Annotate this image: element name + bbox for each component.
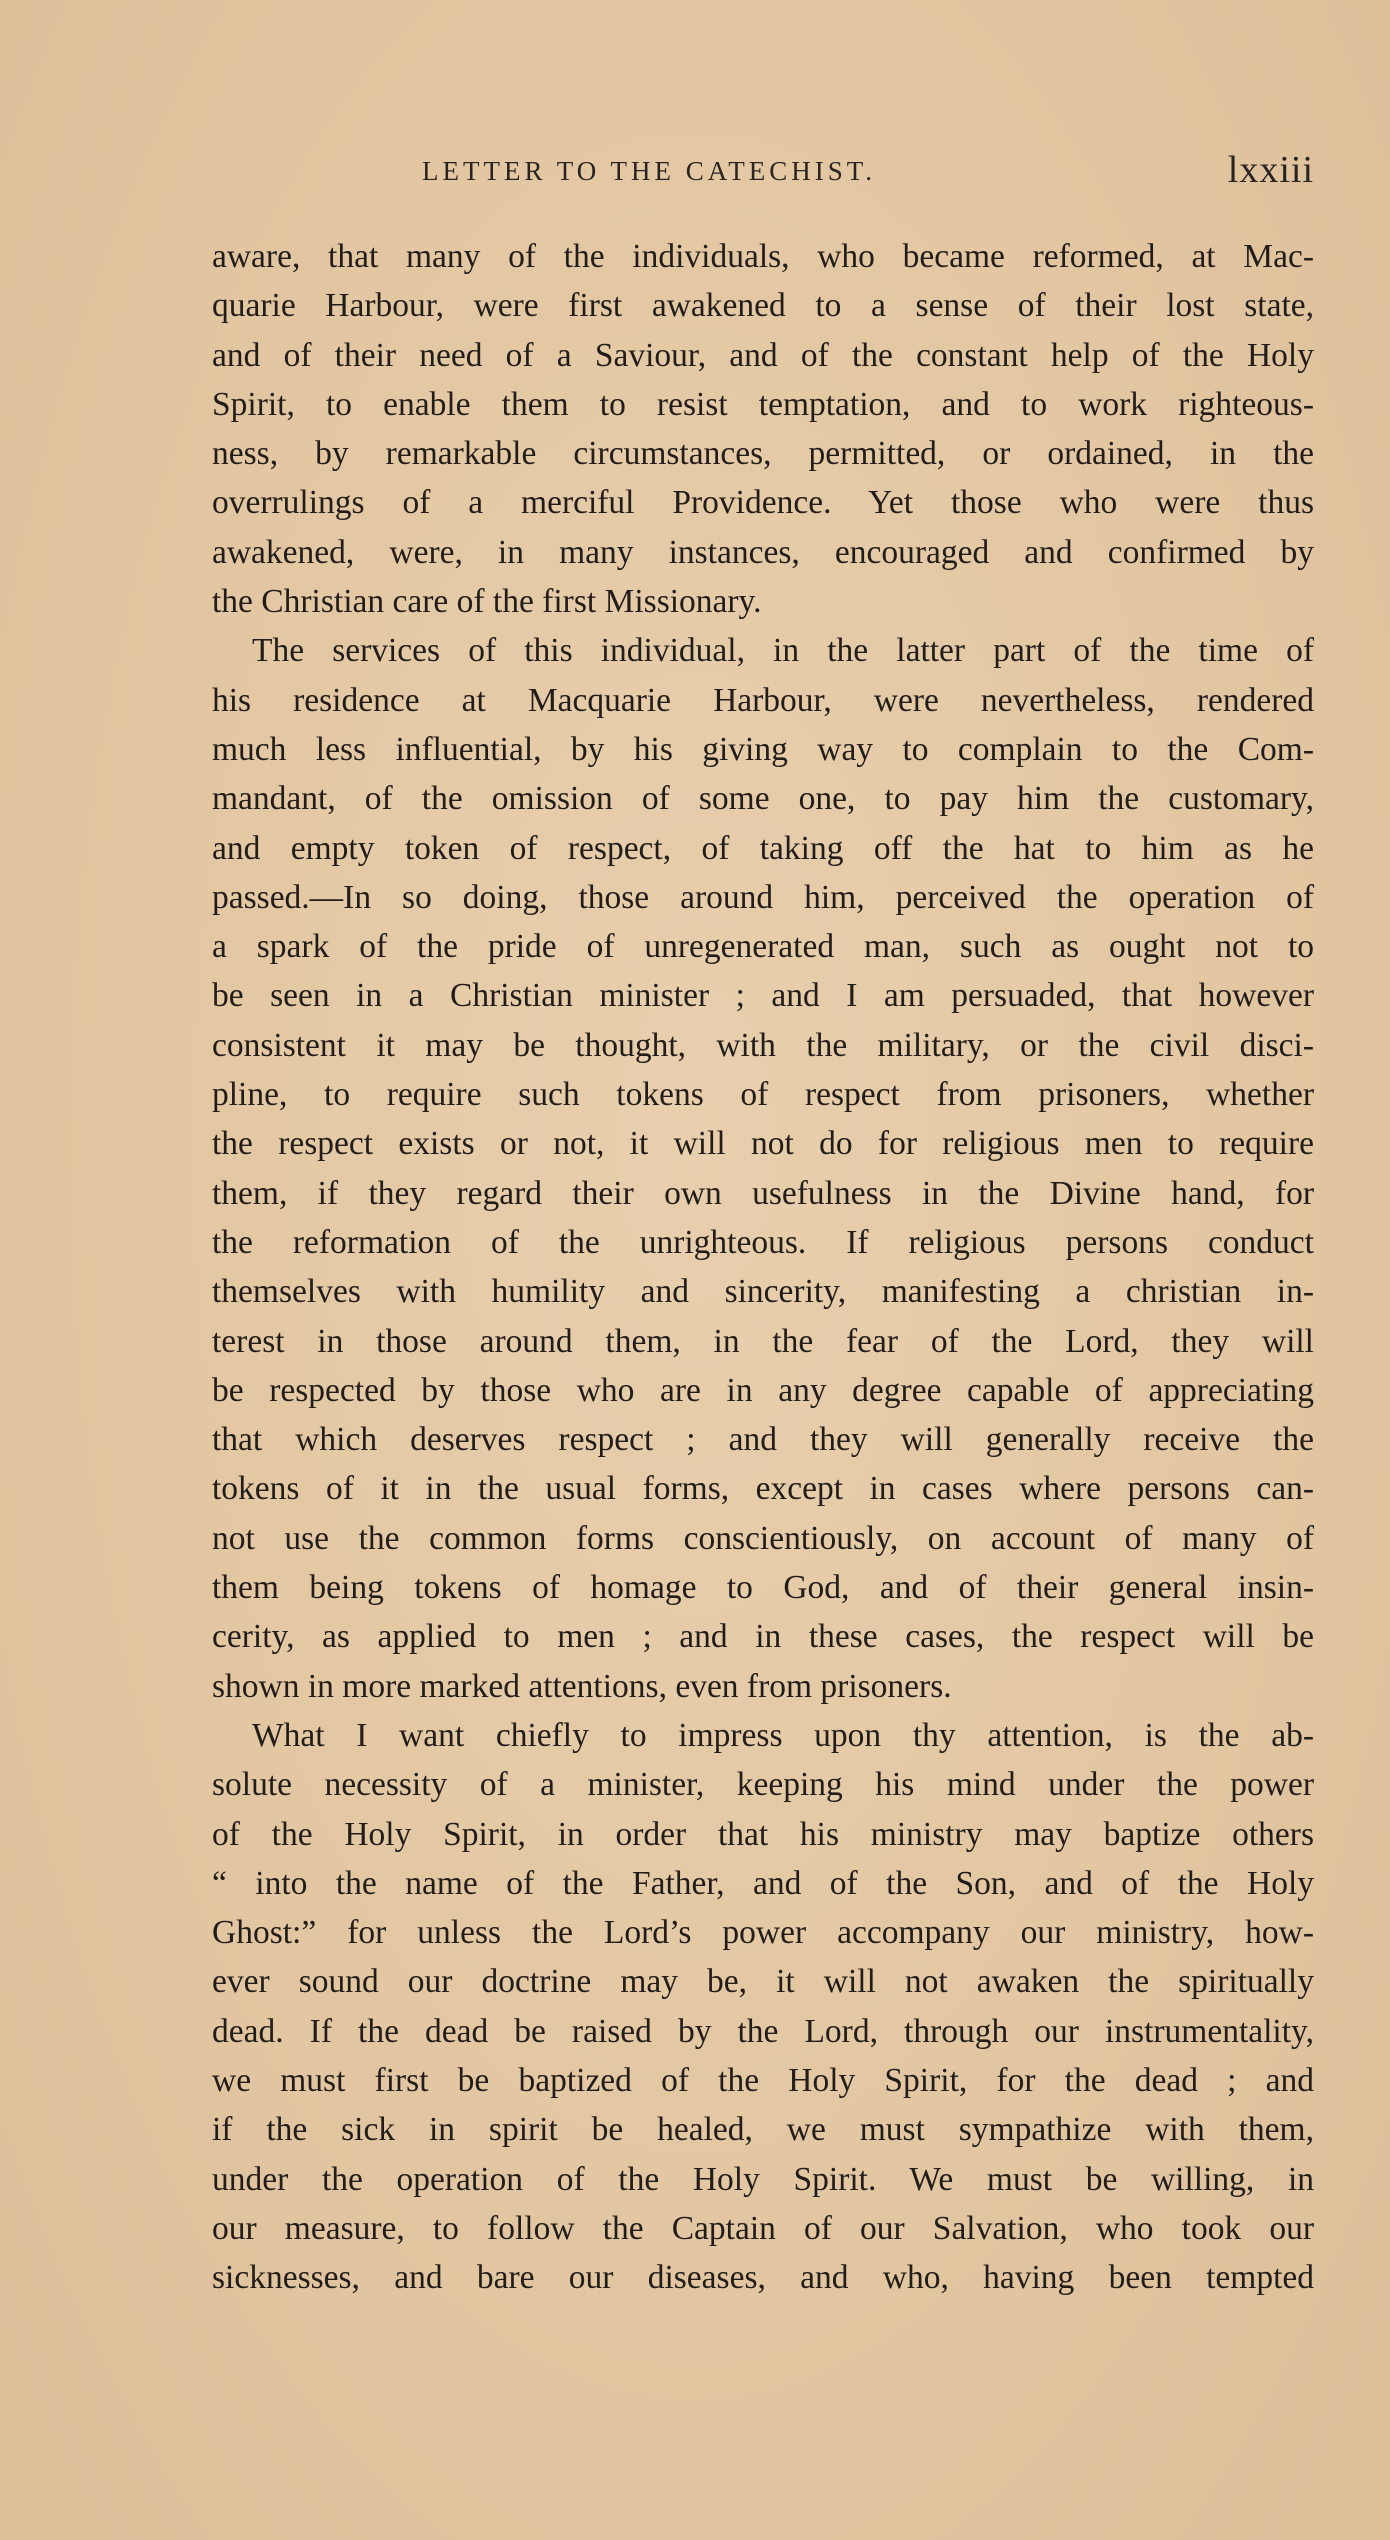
text-line: a spark of the pride of unregenerated man, such as ought not to [212,928,1314,966]
text-line: the reformation of the unrighteous. If religious persons conduct [212,1223,1314,1261]
text-line: and empty token of respect, of taking off the hat to him as he [212,829,1314,867]
text-line: Spirit, to enable them to resist temptation, and to work righteous- [212,385,1314,423]
text-line: dead. If the dead be raised by the Lord, through our instrumentality, [212,2012,1314,2050]
text-line: ness, by remarkable circumstances, permitted, or ordained, in the [212,435,1314,473]
text-line: What I want chiefly to impress upon thy attention, is the ab- [252,1716,1314,1754]
text-line: them being tokens of homage to God, and of their general insin- [212,1569,1314,1607]
text-line: them, if they regard their own usefulness in the Divine hand, for [212,1174,1314,1212]
text-line: mandant, of the omission of some one, to pay him the customary, [212,780,1314,818]
text-line: Ghost:” for unless the Lord’s power accompany our ministry, how- [212,1914,1314,1952]
text-line: The services of this individual, in the latter part of the time of [252,632,1314,670]
text-line: tokens of it in the usual forms, except in cases where persons can- [212,1470,1314,1508]
text-line: we must first be baptized of the Holy Spirit, for the dead ; and [212,2061,1314,2099]
text-line: passed.—In so doing, those around him, perceived the operation of [212,878,1314,916]
text-line: quarie Harbour, were first awakened to a sense of their lost state, [212,287,1314,325]
text-line: pline, to require such tokens of respect from prisoners, whether [212,1076,1314,1114]
paragraph [212,626,1314,1711]
text-line: the Christian care of the first Missionary. [212,583,762,621]
text-line: be respected by those who are in any degree capable of appreciating [212,1371,1314,1409]
text-line: consistent it may be thought, with the military, or the civil disci- [212,1026,1314,1064]
paragraph [212,232,1314,626]
running-title: LETTER TO THE CATECHIST. [422,156,876,186]
text-line: solute necessity of a minister, keeping his mind under the power [212,1766,1314,1804]
paragraph [212,1711,1314,2303]
text-line: our measure, to follow the Captain of our Salvation, who took our [212,2209,1314,2247]
text-line: themselves with humility and sincerity, manifesting a christian in- [212,1273,1314,1311]
text-line: his residence at Macquarie Harbour, were nevertheless, rendered [212,681,1314,719]
text-line: the respect exists or not, it will not do for religious men to require [212,1125,1314,1163]
text-line: that which deserves respect ; and they will generally receive the [212,1421,1314,1459]
text-line: not use the common forms conscientiously, on account of many of [212,1519,1314,1557]
text-line: terest in those around them, in the fear of the Lord, they will [212,1322,1314,1360]
text-line: awakened, were, in many instances, encouraged and confirmed by [212,533,1314,571]
text-line: overrulings of a merciful Providence. Yet those who were thus [212,484,1314,522]
text-line: and of their need of a Saviour, and of the constant help of the Holy [212,336,1314,374]
text-line: sicknesses, and bare our diseases, and who, having been tempted [212,2259,1314,2297]
text-line: be seen in a Christian minister ; and I am persuaded, that however [212,977,1314,1015]
text-line: cerity, as applied to men ; and in these cases, the respect will be [212,1618,1314,1656]
text-line: shown in more marked attentions, even from prisoners. [212,1667,952,1705]
text-line: aware, that many of the individuals, who became reformed, at Mac- [212,238,1314,275]
text-line: under the operation of the Holy Spirit. We must be willing, in [212,2160,1314,2198]
text-line: “ into the name of the Father, and of the Son, and of the Holy [212,1864,1314,1902]
text-line: much less influential, by his giving way to complain to the Com- [212,730,1314,768]
text-line: ever sound our doctrine may be, it will not awaken the spiritually [212,1963,1314,2001]
body-text [212,232,1314,2302]
page-number: lxxiii [1227,149,1314,191]
text-line: if the sick in spirit be healed, we must sympathize with them, [212,2111,1314,2149]
text-line: of the Holy Spirit, in order that his ministry may baptize others [212,1815,1314,1853]
running-header [212,148,1314,192]
